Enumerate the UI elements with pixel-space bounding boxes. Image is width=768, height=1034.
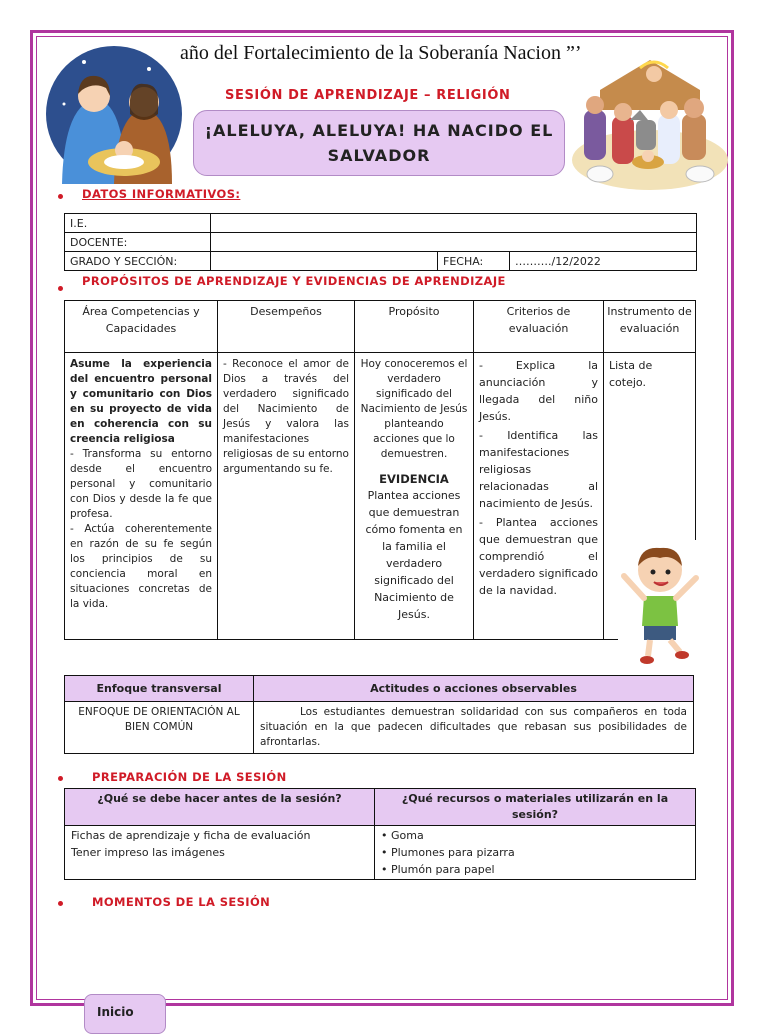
main-title-line2: SALVADOR bbox=[327, 146, 431, 165]
bullet-icon bbox=[58, 901, 63, 906]
main-title-line1: ¡ALELUYA, ALELUYA! HA NACIDO EL bbox=[204, 121, 554, 140]
enfoque-table bbox=[64, 675, 694, 754]
fecha-label: FECHA: bbox=[438, 252, 510, 271]
desempeno-cell: - Reconoce el amor de Dios a través del verdadero significado del Nacimiento de Jesús y valora las manifestaciones religiosas de su entorno argumentando su fe. bbox=[218, 353, 355, 640]
holy-family-illustration bbox=[44, 44, 184, 184]
propositos-table bbox=[64, 300, 696, 640]
recursos-col-header: ¿Qué recursos o materiales utilizarán en la sesión? bbox=[375, 789, 696, 826]
momentos-heading: MOMENTOS DE LA SESIÓN bbox=[92, 895, 271, 909]
criterio-3: - Plantea acciones que demuestran que comprendió el verdadero significado de la navidad. bbox=[479, 516, 598, 597]
fecha-value: ………./12/2022 bbox=[510, 252, 697, 271]
datos-heading: DATOS INFORMATIVOS: bbox=[82, 187, 241, 201]
recursos-list bbox=[381, 827, 689, 878]
actitudes-col-header: Actitudes o acciones observables bbox=[254, 676, 694, 702]
main-title-box bbox=[193, 110, 565, 176]
session-title: SESIÓN DE APRENDIZAJE – RELIGIÓN bbox=[225, 88, 511, 103]
antes-col-header: ¿Qué se debe hacer antes de la sesión? bbox=[65, 789, 375, 826]
propositos-heading: PROPÓSITOS DE APRENDIZAJE Y EVIDENCIAS DE APRENDIZAJE bbox=[82, 274, 506, 288]
grado-value bbox=[211, 252, 438, 271]
bullet-icon bbox=[58, 194, 63, 199]
proposito-cell bbox=[355, 353, 474, 640]
bullet-icon bbox=[58, 286, 63, 291]
enfoque-col-header: Enfoque transversal bbox=[65, 676, 254, 702]
col-criterios: Criterios de evaluación bbox=[474, 301, 604, 353]
docente-label: DOCENTE: bbox=[65, 233, 211, 252]
ie-label: I.E. bbox=[65, 214, 211, 233]
enfoque-value: ENFOQUE DE ORIENTACIÓN AL BIEN COMÚN bbox=[65, 702, 254, 754]
col-instrumento: Instrumento de evaluación bbox=[604, 301, 696, 353]
col-area: Área Competencias y Capacidades bbox=[65, 301, 218, 353]
docente-value bbox=[211, 233, 697, 252]
col-proposito: Propósito bbox=[355, 301, 474, 353]
instrumento-cell: Lista de cotejo. bbox=[604, 353, 696, 640]
preparacion-table bbox=[64, 788, 696, 880]
antes-item-2: Tener impreso las imágenes bbox=[71, 846, 225, 859]
inicio-box: Inicio bbox=[84, 994, 166, 1034]
datos-table bbox=[64, 213, 697, 271]
col-desempenos: Desempeños bbox=[218, 301, 355, 353]
ie-value bbox=[211, 214, 697, 233]
proposito-text: Hoy conoceremos el verdadero significado del Nacimiento de Jesús planteando acciones que lo demuestren. bbox=[360, 358, 468, 460]
recurso-item-plumones: • Plumones para pizarra bbox=[381, 846, 515, 859]
preparacion-heading: PREPARACIÓN DE LA SESIÓN bbox=[92, 770, 287, 784]
antes-item-1: Fichas de aprendizaje y ficha de evaluación bbox=[71, 829, 311, 842]
year-title: año del Fortalecimiento de la Soberanía Nacion ”’ bbox=[180, 42, 582, 64]
competencias-cell bbox=[65, 353, 218, 640]
nativity-scene-illustration bbox=[570, 50, 730, 190]
evidencia-label: EVIDENCIA bbox=[379, 472, 449, 486]
criterios-cell bbox=[474, 353, 604, 640]
grado-label: GRADO Y SECCIÓN: bbox=[65, 252, 211, 271]
antes-cell bbox=[65, 826, 375, 880]
recurso-item-goma: • Goma bbox=[381, 829, 424, 842]
competencia-text: Asume la experiencia del encuentro personal y comunitario con Dios en su proyecto de vida en coherencia con su creencia religiosa bbox=[70, 358, 212, 445]
capacidad-1: - Transforma su entorno desde el encuentro personal y comunitario con Dios y desde la fe que profesa. bbox=[70, 448, 212, 520]
capacidad-2: - Actúa coherentemente en razón de su fe según los principios de su conciencia moral en situaciones concretas de la vida. bbox=[70, 523, 212, 610]
recursos-cell bbox=[375, 826, 696, 880]
bullet-icon bbox=[58, 776, 63, 781]
actitud-value: Los estudiantes demuestran solidaridad con sus compañeros en toda situación en la que padecen dificultades que rebasan sus posibilidades de afrontarlas. bbox=[254, 702, 694, 754]
evidencia-text: Plantea acciones que demuestran cómo fomenta en la familia el verdadero significado del Nacimiento de Jesús. bbox=[365, 489, 463, 621]
recurso-item-plumon: • Plumón para papel bbox=[381, 863, 495, 876]
criterio-2: - Identifica las manifestaciones religiosas relacionadas al nacimiento de Jesús. bbox=[479, 429, 598, 510]
criterio-1: - Explica la anunciación y llegada del niño Jesús. bbox=[479, 359, 598, 423]
boy-illustration bbox=[618, 540, 700, 668]
